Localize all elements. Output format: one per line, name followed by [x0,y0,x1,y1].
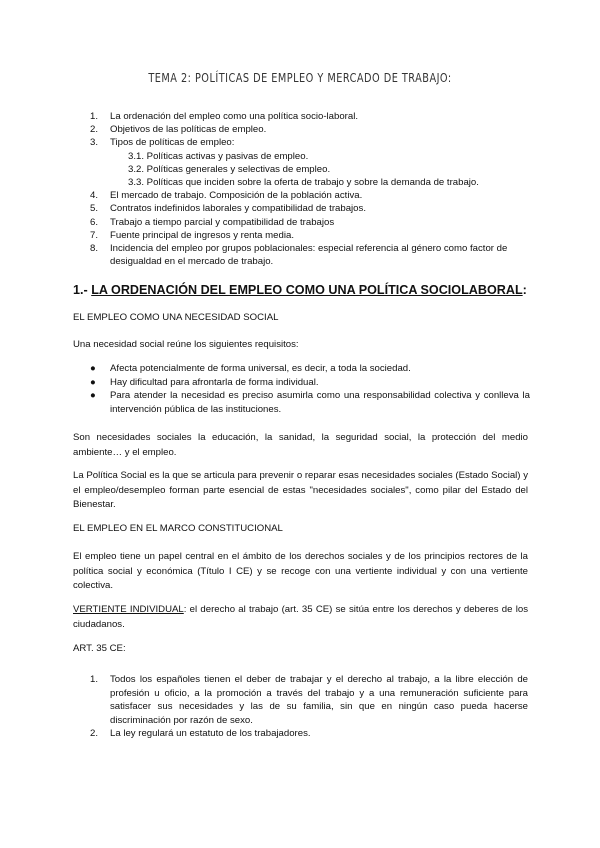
toc-number: 3. [90,137,99,149]
toc-item [90,189,530,202]
toc-text: Objetivos de las políticas de empleo. [110,124,267,136]
toc-number: 5. [90,203,99,215]
list-item [90,673,528,727]
requirements-list [90,362,530,416]
toc-subitem: 3.3. Políticas que inciden sobre la oferta de trabajo y sobre la demanda de trabajo. [128,177,479,189]
toc-item [90,136,530,189]
document-title: TEMA 2: POLÍTICAS DE EMPLEO Y MERCADO DE TRABAJO: [148,70,452,85]
paragraph-necesidades: Son necesidades sociales la educación, la sanidad, la seguridad social, la protección del medio ambiente… y el empleo. [73,432,528,458]
toc-number: 2. [90,124,99,136]
toc-item [90,229,530,242]
toc-text: Fuente principal de ingresos y renta media. [110,229,294,241]
vertiente-label: VERTIENTE INDIVIDUAL [73,604,184,615]
toc-number: 6. [90,216,99,228]
toc-text: Tipos de políticas de empleo: [110,137,235,149]
subheading-marco-constitucional: EL EMPLEO EN EL MARCO CONSTITUCIONAL [73,523,283,534]
article-number: 1. [90,674,99,685]
toc-item [90,110,530,123]
toc-item [90,202,530,215]
article-list [90,673,528,741]
paragraph-politica-social: La Política Social es la que se articula para prevenir o reparar esas necesidades sociales (Estado Social) y el empleo/desempleo forman parte esencial de estas "necesidades sociales", como pilar del Estado del Bienestar. [73,470,528,510]
bullet-icon: ● [90,363,96,374]
art-heading: ART. 35 CE: [73,643,126,654]
toc-item [90,123,530,136]
vertiente-text: : el derecho al trabajo (art. 35 CE) se sitúa entre los derechos y deberes de los ciudadanos. [73,604,528,630]
toc-item [90,216,530,229]
toc-subitem: 3.1. Políticas activas y pasivas de empleo. [128,150,309,162]
section-title: LA ORDENACIÓN DEL EMPLEO COMO UNA POLÍTICA SOCIOLABORAL [91,283,523,297]
toc-number: 8. [90,243,99,255]
list-item-text: Para atender la necesidad es preciso asumirla como una responsabilidad colectiva y conlleva la intervención pública de las instituciones. [110,390,530,415]
list-item [90,389,530,416]
toc-number: 7. [90,229,99,241]
table-of-contents [90,110,530,268]
bullet-icon: ● [90,390,96,402]
bullet-icon: ● [90,376,96,388]
list-item [90,727,528,741]
toc-item [90,242,530,268]
paragraph-empleo-papel: El empleo tiene un papel central en el ámbito de los derechos sociales y de los principios rectores de la política social y económica (Título I CE) y se recoge con una vertiente individual y con una vertiente colectiva. [73,551,528,591]
toc-number: 1. [90,111,99,122]
article-text: La ley regulará un estatuto de los trabajadores. [110,728,311,740]
toc-number: 4. [90,190,99,202]
intro-paragraph: Una necesidad social reúne los siguientes requisitos: [73,339,299,350]
paragraph-vertiente [73,603,528,632]
toc-text: El mercado de trabajo. Composición de la población activa. [110,190,363,202]
toc-text: Trabajo a tiempo parcial y compatibilidad de trabajos [110,216,335,228]
section-heading [73,283,527,297]
toc-text: Contratos indefinidos laborales y compatibilidad de trabajos. [110,203,366,215]
section-colon: : [522,283,527,297]
list-item [90,362,530,376]
article-number: 2. [90,728,99,740]
list-item-text: Afecta potencialmente de forma universal, es decir, a toda la sociedad. [110,363,411,374]
subheading-empleo-necesidad: EL EMPLEO COMO UNA NECESIDAD SOCIAL [73,312,279,323]
article-text: Todos los españoles tienen el deber de trabajar y el derecho al trabajo, a la libre elección de profesión u oficio, a la promoción a través del trabajo y a una remuneración suficiente para satisfacer sus necesidades y las de su familia, sin que en ningún caso pueda hacerse discriminación por razón de sexo. [110,674,528,726]
section-number: 1.- [73,283,88,297]
list-item [90,376,530,390]
toc-text: Incidencia del empleo por grupos poblacionales: especial referencia al género como factor de desigualdad en el mercado de trabajo. [110,243,508,268]
list-item-text: Hay dificultad para afrontarla de forma individual. [110,376,319,388]
toc-text: La ordenación del empleo como una política socio-laboral. [110,111,358,122]
toc-subitem: 3.2. Políticas generales y selectivas de empleo. [128,163,331,175]
